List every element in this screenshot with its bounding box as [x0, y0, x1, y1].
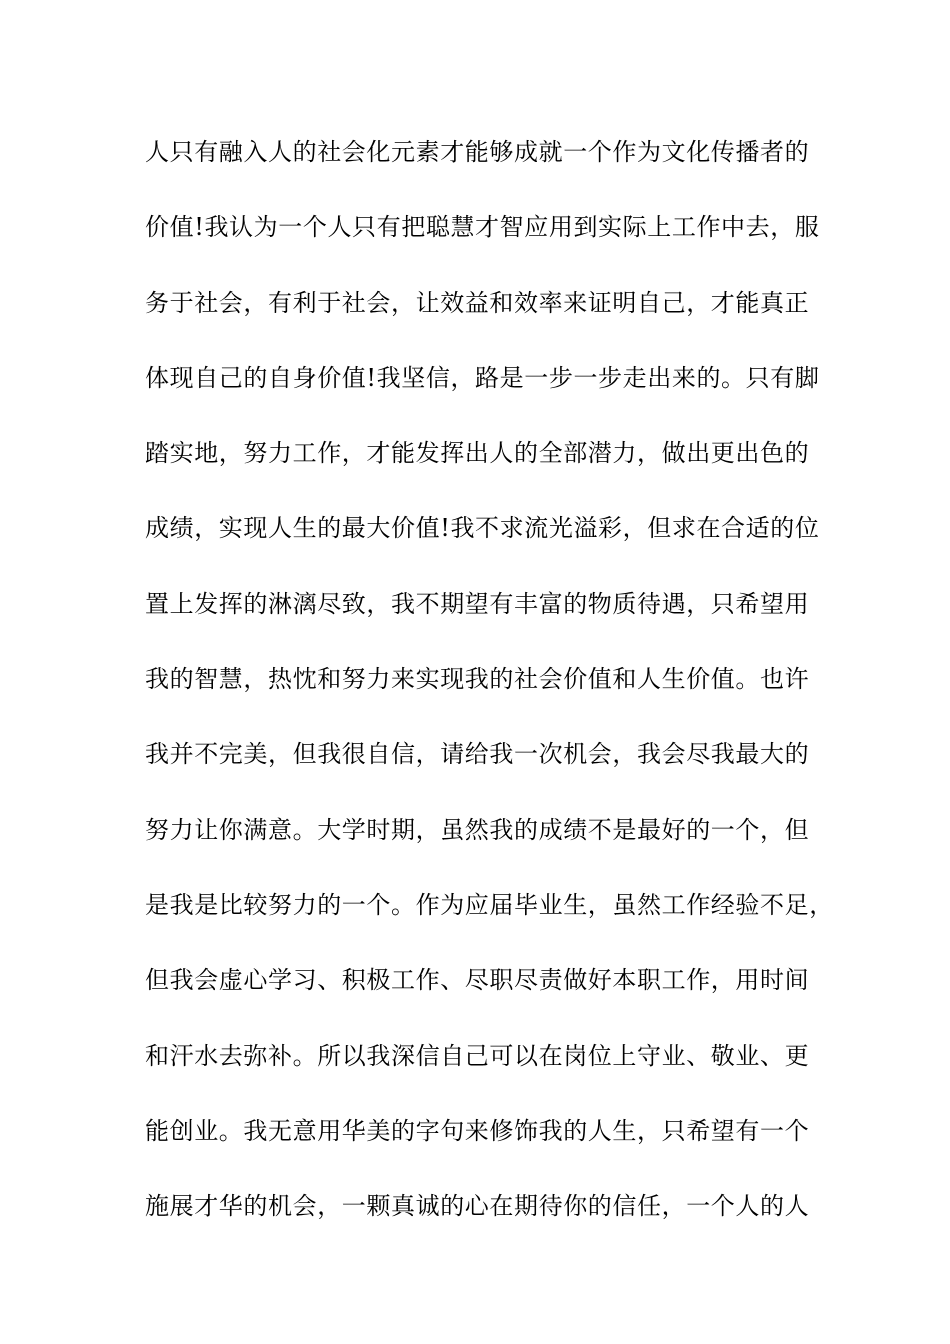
text-line: 努力让你满意。大学时期，虽然我的成绩不是最好的一个，但: [145, 815, 810, 844]
text-line: 施展才华的机会，一颗真诚的心在期待你的信任，一个人的人: [145, 1192, 810, 1221]
text-line: 我并不完美，但我很自信，请给我一次机会，我会尽我最大的: [145, 740, 810, 769]
text-line: 务于社会，有利于社会，让效益和效率来证明自己，才能真正: [145, 288, 810, 317]
text-line: 置上发挥的淋漓尽致，我不期望有丰富的物质待遇，只希望用: [145, 589, 810, 618]
text-line: 但我会虚心学习、积极工作、尽职尽责做好本职工作，用时间: [145, 966, 810, 995]
text-line: 人只有融入人的社会化元素才能够成就一个作为文化传播者的: [145, 138, 810, 166]
text-line: 价值!我认为一个人只有把聪慧才智应用到实际上工作中去，服: [145, 213, 820, 242]
text-line: 和汗水去弥补。所以我深信自己可以在岗位上守业、敬业、更: [145, 1041, 810, 1070]
text-line: 体现自己的自身价值!我坚信，路是一步一步走出来的。只有脚: [145, 363, 820, 392]
text-line: 我的智慧，热忱和努力来实现我的社会价值和人生价值。也许: [145, 665, 810, 694]
text-line: 能创业。我无意用华美的字句来修饰我的人生，只希望有一个: [145, 1116, 810, 1145]
text-line: 是我是比较努力的一个。作为应届毕业生，虽然工作经验不足，: [145, 890, 834, 919]
body-text: [145, 131, 835, 1260]
text-line: 踏实地，努力工作，才能发挥出人的全部潜力，做出更出色的: [145, 439, 810, 468]
text-line: 成绩，实现人生的最大价值!我不求流光溢彩，但求在合适的位: [145, 514, 820, 543]
